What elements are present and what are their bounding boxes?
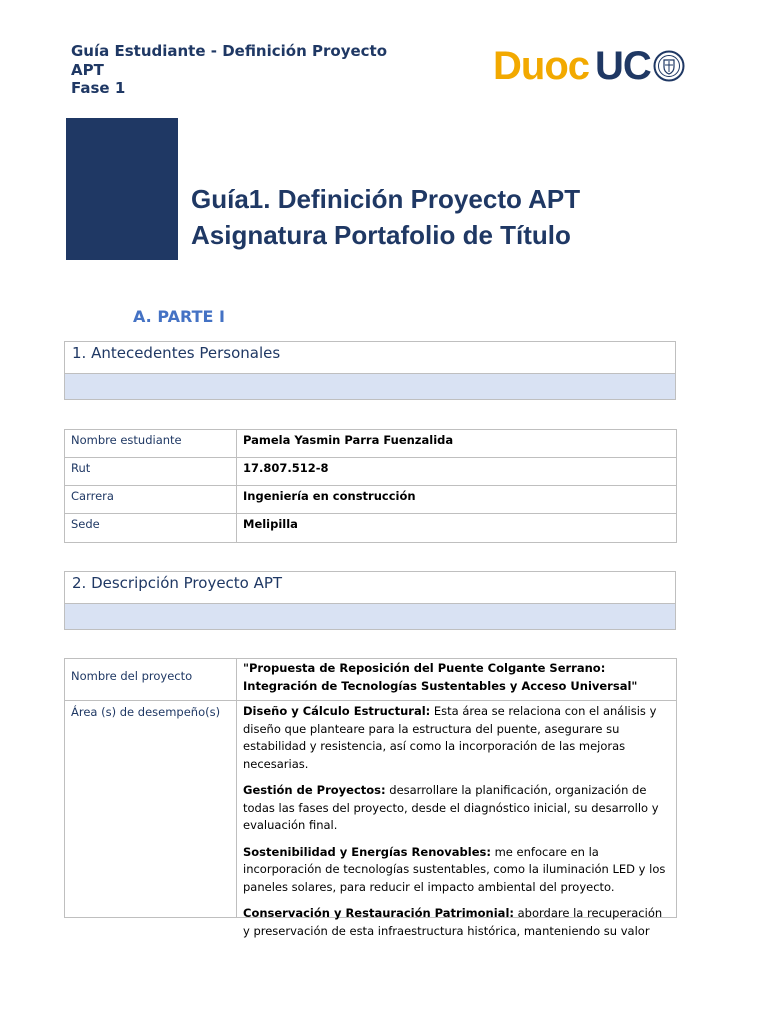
project-name-value: "Propuesta de Reposición del Puente Colgante Serrano: Integración de Tecnologías Sustentables y Acceso Universal" <box>237 659 677 701</box>
table-row <box>65 659 677 701</box>
duoc-uc-logo <box>493 42 685 90</box>
field-value: Pamela Yasmin Parra Fuenzalida <box>237 430 677 458</box>
area-paragraph <box>243 782 670 835</box>
project-table <box>64 658 677 938</box>
area-text: Esta área se relaciona con el análisis y diseño que planteare para la estructura del puente, asegurare su estabilidad y resistencia, así como la incorporación de las mejoras necesarias. <box>243 704 657 771</box>
table-row <box>65 430 677 458</box>
part-heading: A. PARTE I <box>133 307 225 326</box>
areas-list <box>243 703 670 938</box>
header-line-3: Fase 1 <box>71 79 126 97</box>
section-1-title: 1. Antecedentes Personales <box>65 342 675 374</box>
area-text: me enfocare en la incorporación de tecnologías sustentables, como la iluminación LED y los paneles solares, para reducir el impacto ambiental del proyecto. <box>243 844 666 894</box>
section-2-band <box>65 604 675 629</box>
header-line-1: Guía Estudiante - Definición Proyecto <box>71 42 388 60</box>
field-label: Carrera <box>65 486 237 514</box>
logo-duoc-text: Duoc <box>493 43 589 88</box>
area-text: desarrollare la planificación, organización de todas las fases del proyecto, desde el diagnóstico inicial, su desarrollo y evaluación final. <box>243 783 659 832</box>
table-row <box>65 701 677 918</box>
title-line-2: Asignatura Portafolio de Título <box>191 220 571 250</box>
field-value: Ingeniería en construcción <box>237 486 677 514</box>
area-paragraph <box>243 844 670 897</box>
section-1-band <box>65 374 675 399</box>
cover-color-block <box>66 118 178 260</box>
field-label: Sede <box>65 514 237 543</box>
section-2-header <box>64 571 676 630</box>
logo-uc-text: UC <box>595 43 651 88</box>
area-paragraph <box>243 905 670 940</box>
area-title: Sostenibilidad y Energías Renovables: <box>243 844 491 859</box>
title-line-1: Guía1. Definición Proyecto APT <box>191 184 581 214</box>
header-line-2: APT <box>71 60 104 79</box>
table-row <box>65 486 677 514</box>
table-row <box>65 514 677 543</box>
page-title <box>191 181 580 253</box>
section-2-title: 2. Descripción Proyecto APT <box>65 572 675 604</box>
field-label: Rut <box>65 458 237 486</box>
project-name-label: Nombre del proyecto <box>65 659 237 701</box>
field-label: Nombre estudiante <box>65 430 237 458</box>
area-title: Conservación y Restauración Patrimonial: <box>243 906 514 920</box>
personal-info-table <box>64 429 677 543</box>
area-title: Diseño y Cálculo Estructural: <box>243 704 431 718</box>
document-header <box>71 42 387 98</box>
areas-label: Área (s) de desempeño(s) <box>65 701 237 918</box>
areas-value <box>237 701 677 938</box>
table-row <box>65 458 677 486</box>
section-1-header <box>64 341 676 400</box>
field-value: Melipilla <box>237 514 677 543</box>
area-paragraph <box>243 703 670 773</box>
field-value: 17.807.512-8 <box>237 458 677 486</box>
university-seal-icon <box>653 50 685 82</box>
area-text: abordare la recuperación y preservación de esta infraestructura histórica, manteniendo su valor <box>243 906 663 938</box>
area-title: Gestión de Proyectos: <box>243 783 386 797</box>
